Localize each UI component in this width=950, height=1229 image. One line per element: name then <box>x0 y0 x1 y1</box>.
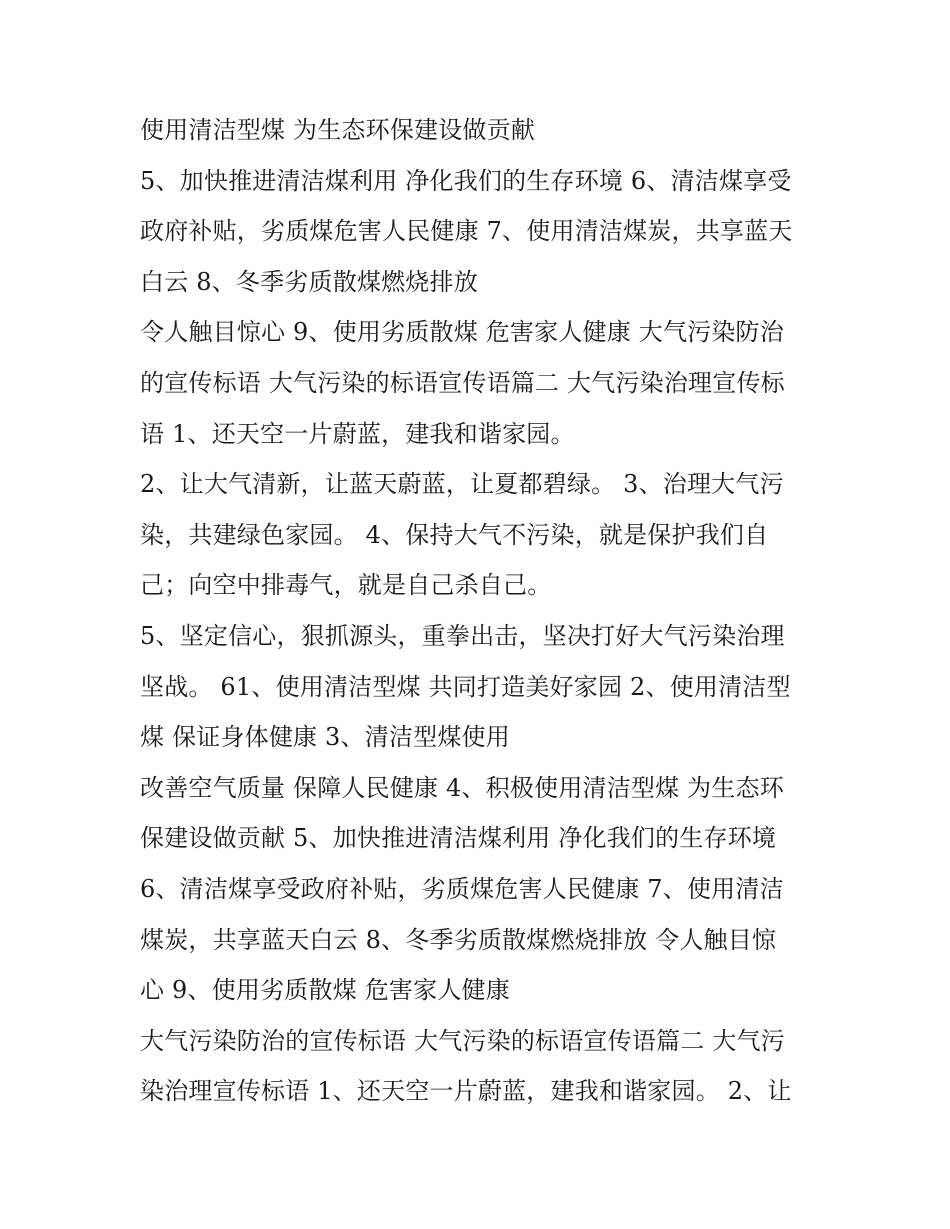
text-line: 2、让大气清新，让蓝天蔚蓝，让夏都碧绿。 3、治理大气污 <box>140 470 784 498</box>
text-line: 的宣传标语 大气污染的标语宣传语篇二 大气污染治理宣传标 <box>140 369 785 397</box>
text-line: 煤 保证身体健康 3、清洁型煤使用 <box>140 723 510 751</box>
text-line: 令人触目惊心 9、使用劣质散煤 危害家人健康 大气污染防治 <box>140 318 784 346</box>
text-line: 6、清洁煤享受政府补贴，劣质煤危害人民健康 7、使用清洁 <box>140 875 784 903</box>
text-line: 染，共建绿色家园。 4、保持大气不污染，就是保护我们自 <box>140 521 769 549</box>
text-line: 语 1、还天空一片蔚蓝，建我和谐家园。 <box>140 420 575 448</box>
text-line: 己；向空中排毒气，就是自己杀自己。 <box>140 571 552 599</box>
text-line: 大气污染防治的宣传标语 大气污染的标语宣传语篇二 大气污 <box>140 1027 785 1055</box>
text-line: 心 9、使用劣质散煤 危害家人健康 <box>140 976 510 1004</box>
text-line: 5、坚定信心，狠抓源头，重拳出击，坚决打好大气污染治理 <box>140 622 785 650</box>
text-line: 改善空气质量 保障人民健康 4、积极使用清洁型煤 为生态环 <box>140 774 784 802</box>
text-line: 保建设做贡献 5、加快推进清洁煤利用 净化我们的生存环境 <box>140 824 777 852</box>
text-line: 煤炭，共享蓝天白云 8、冬季劣质散煤燃烧排放 令人触目惊 <box>140 926 777 954</box>
text-line: 5、加快推进清洁煤利用 净化我们的生存环境 6、清洁煤享受 <box>140 167 792 195</box>
text-line: 使用清洁型煤 为生态环保建设做贡献 <box>140 116 536 144</box>
text-line: 坚战。 61、使用清洁型煤 共同打造美好家园 2、使用清洁型 <box>140 673 791 701</box>
text-line: 染治理宣传标语 1、还天空一片蔚蓝，建我和谐家园。 2、让 <box>140 1077 792 1105</box>
text-line: 政府补贴，劣质煤危害人民健康 7、使用清洁煤炭，共享蓝天 <box>140 217 793 245</box>
text-line: 白云 8、冬季劣质散煤燃烧排放 <box>140 268 478 296</box>
